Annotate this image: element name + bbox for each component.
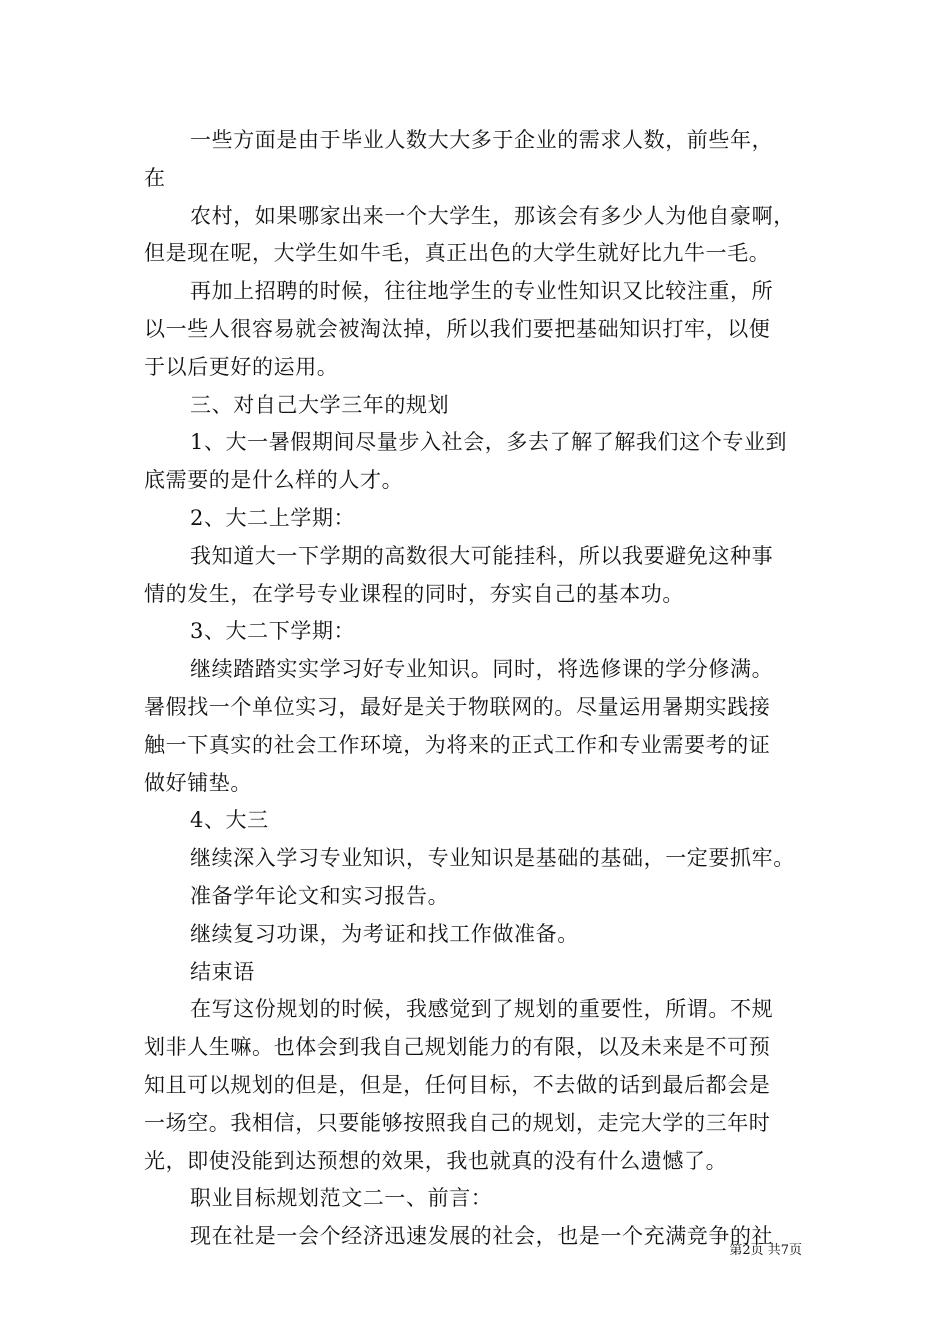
text-line: 于以后更好的运用。 [144, 354, 339, 379]
text-line: 知且可以规划的但是，但是，任何目标，不去做的话到最后都会是 [144, 1072, 771, 1097]
document-body [144, 122, 814, 1256]
text-line: 继续复习功课，为考证和找工作做准备。 [190, 921, 579, 946]
text-line: 我知道大一下学期的高数很大可能挂科，所以我要避免这种事 [190, 543, 774, 568]
text-line: 三、对自己大学三年的规划 [190, 392, 450, 417]
page-number-footer: 第2页 共7页 [729, 1243, 802, 1258]
text-line: 在写这份规划的时候，我感觉到了规划的重要性，所谓。不规 [190, 997, 774, 1022]
text-line: 但是现在呢，大学生如牛毛，真正出色的大学生就好比九牛一毛。 [144, 241, 771, 266]
text-line: 划非人生嘛。也体会到我自己规划能力的有限，以及未来是不可预 [144, 1035, 771, 1060]
text-line: 一场空。我相信，只要能够按照我自己的规划，走完大学的三年时 [144, 1110, 771, 1135]
text-line: 光，即使没能到达预想的效果，我也就真的没有什么遗憾了。 [144, 1148, 728, 1173]
text-line: 情的发生，在学号专业课程的同时，夯实自己的基本功。 [144, 581, 684, 606]
text-line: 准备学年论文和实习报告。 [190, 883, 450, 908]
text-line: 触一下真实的社会工作环境，为将来的正式工作和专业需要考的证 [144, 732, 771, 757]
text-line: 在 [144, 165, 166, 190]
text-line: 职业目标规划范文二一、前言： [190, 1186, 493, 1211]
text-line: 4、大三 [190, 808, 269, 833]
text-line: 3、大二下学期： [190, 619, 356, 644]
text-line: 做好铺垫。 [144, 770, 252, 795]
text-line: 一些方面是由于毕业人数大大多于企业的需求人数，前些年， [190, 128, 774, 152]
text-line: 结束语 [190, 959, 255, 984]
text-line: 继续深入学习专业知识，专业知识是基础的基础，一定要抓牢。 [190, 846, 795, 871]
text-line: 暑假找一个单位实习，最好是关于物联网的。尽量运用暑期实践接 [144, 694, 771, 719]
text-line: 农村，如果哪家出来一个大学生，那该会有多少人为他自豪啊， [190, 203, 795, 228]
text-line: 以一些人很容易就会被淘汰掉，所以我们要把基础知识打牢，以便 [144, 316, 771, 341]
text-line: 1、大一暑假期间尽量步入社会，多去了解了解我们这个专业到 [190, 430, 788, 455]
text-line: 底需要的是什么样的人才。 [144, 468, 404, 493]
text-line: 现在社是一会个经济迅速发展的社会，也是一个充满竞争的社 [190, 1224, 774, 1249]
text-line: 再加上招聘的时候，往往地学生的专业性知识又比较注重，所 [190, 279, 774, 304]
text-line: 2、大二上学期： [190, 505, 356, 530]
text-line: 继续踏踏实实学习好专业知识。同时，将选修课的学分修满。 [190, 657, 774, 682]
